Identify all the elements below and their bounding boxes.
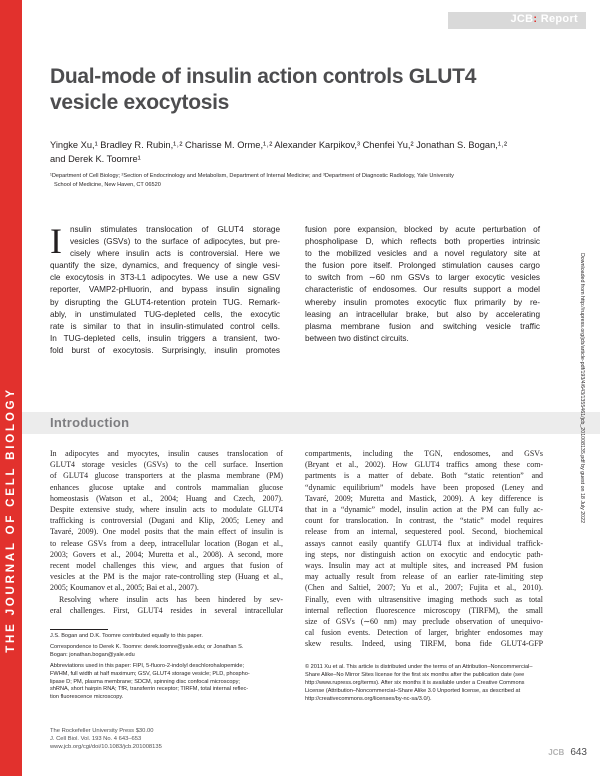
download-watermark: Downloaded from http://rupress.org/jcb/article-pdf/193/4/643/1355461/jcb_201008135.pdf by guest on 18 July 2022 xyxy=(579,252,585,524)
body-line: internal reflection fluorescence microscopy (TIRFM), the small xyxy=(305,605,543,615)
abstract-line: In TUG-depleted cells, insulin triggers a transient, two- xyxy=(50,333,280,343)
body-line: enhances glucose uptake and controls mammalian glucose xyxy=(50,482,283,492)
body-line: Despite extensive study, where insulin acts to modulate GLUT4 xyxy=(50,505,283,515)
abstract-line: nsulin stimulates translocation of GLUT4 storage xyxy=(70,225,280,234)
abstract-line: characteristic of endosomes. Our results support a model xyxy=(305,285,540,295)
body-line: (Bryant et al., 2002). How GLUT4 traffics among these com- xyxy=(305,460,543,470)
body-line: may actually result from release of an earlier rate-limiting step xyxy=(305,572,543,582)
abstract-line: phospholipase D, which reflects both properties intrinsic xyxy=(305,237,540,247)
page-folio xyxy=(548,742,587,760)
footnote-line: FWHM, full width at half maximum; GSV, GLUT4 storage vesicle; PLD, phospho- xyxy=(50,670,250,677)
body-line: ing steps, nor distinguish action on exocytic and endocytic path- xyxy=(305,549,543,559)
body-line: 2005; Koumanov et al., 2005; Bai et al., 2007). xyxy=(50,583,199,593)
footnotes xyxy=(50,629,283,705)
footnote-line: J.S. Bogan and D.K. Toomre contributed equally to this paper. xyxy=(50,633,203,639)
body-line: Resolving where insulin acts has been hindered by sev- xyxy=(59,594,283,604)
page-number: 643 xyxy=(570,747,587,758)
footnote-rule xyxy=(50,629,108,630)
body-line: partments is a matter of debate. Both “static retention” and xyxy=(305,471,543,481)
publisher-line: J. Cell Biol. Vol. 193 No. 4 643–653 xyxy=(50,736,142,743)
body-line: to release GSVs from a deep, intracellular location (Bogan et al., xyxy=(50,538,283,548)
license-note xyxy=(305,664,543,704)
authors-line: and Derek K. Toomre¹ xyxy=(50,154,141,164)
body-line: of GLUT4 glucose transporters at the plasma membrane (PM) xyxy=(50,471,283,481)
body-line: that in a “dynamic” model, insulin action at the PM can fully ac- xyxy=(305,505,543,515)
article-title xyxy=(50,64,480,116)
body-line: eral challenges. First, GLUT4 resides in several intracellular xyxy=(50,605,283,615)
body-line: size of GSVs (∼60 nm) may preclude observation of unequivo- xyxy=(305,617,543,627)
authors-line: Yingke Xu,¹ Bradley R. Rubin,¹˒² Charisse M. Orme,¹˒² Alexander Karpikov,³ Chenfei Yu,² Jonathan S. Bogan,¹˒² xyxy=(50,140,508,150)
body-line: vesicles at the PM is the major rate-controlling step (Huang et al., xyxy=(50,572,283,582)
body-line: release from an internal, sequestered pool. Second, biochemical xyxy=(305,527,543,537)
body-line: 2003; Govers et al., 2004; Muretta et al., 2008). A second, more xyxy=(50,549,283,559)
abstract-line: between two distinct circuits. xyxy=(305,333,409,343)
title-line: vesicle exocytosis xyxy=(50,91,230,114)
abstract-line: to switch from ∼60 nm GSVs to larger exocytic vesicles xyxy=(305,273,540,283)
footnote-line: shRNA, short hairpin RNA; TfR, transferrin receptor; TIRFM, total internal reflec- xyxy=(50,686,249,693)
body-right-column xyxy=(305,448,543,650)
license-line: http://creativecommons.org/licenses/by-nc-sa/3.0/). xyxy=(305,695,432,702)
body-line: assays cannot easily quantify GLUT4 flux at individual traffick- xyxy=(305,538,543,548)
folio-brand: JCB xyxy=(548,748,565,757)
footnote-line: Bogan: jonathan.bogan@yale.edu xyxy=(50,651,135,658)
body-line: (Chen and Saltiel, 2007; Yu et al., 2007; Fujita et al., 2010). xyxy=(305,583,543,593)
body-line: Tavaré, 2009; Muretta and Mastick, 2009). A key difference is xyxy=(305,493,543,503)
body-line: skew results. Indeed, using TIRFM, bona fide GLUT4-GFP xyxy=(305,639,543,649)
section-label xyxy=(511,13,578,25)
abstract-line: the fusion pore itself. Prolonged stimulation causes cargo xyxy=(305,261,540,271)
author-list xyxy=(50,138,550,166)
journal-side-band xyxy=(0,0,22,776)
section-heading-introduction: Introduction xyxy=(50,415,130,430)
abstract-line: fold burst of exocytosis. Surprisingly, insulin promotes xyxy=(50,345,280,355)
affiliation-line: ¹Department of Cell Biology; ²Section of Endocrinology and Metabolism, Department of Internal Medicine; and ³Department of Diagnostic Radiology, Yale University xyxy=(50,173,454,179)
body-line: Finally, even with ultrasensitive imaging methods such as total xyxy=(305,594,543,604)
abstract-right-column xyxy=(305,224,540,345)
abstract-line: plasma membrane fusion and switching vesicle traffic xyxy=(305,321,540,331)
body-line: homeostasis (Watson et al., 2004; Huang and Czech, 2007). xyxy=(50,493,283,503)
header-brand: JCB xyxy=(510,13,534,25)
correspondence-note xyxy=(50,644,283,660)
affiliation-line: School of Medicine, New Haven, CT 06520 xyxy=(54,181,161,188)
title-line: Dual-mode of insulin action controls GLUT4 xyxy=(50,65,477,88)
abstract-line: cisely where insulin acts is controversial. Here we xyxy=(70,249,280,259)
abstract-left-column xyxy=(50,221,280,357)
body-line: Tavaré, 2009). One model posits that the main effect of insulin is xyxy=(50,527,283,537)
license-line: http://www.rupress.org/terms). After six months it is available under a Creative Commons xyxy=(305,679,525,686)
body-line: recent model challenges this view, and argues that fusion of xyxy=(50,561,283,571)
license-line: © 2011 Xu et al. This article is distributed under the terms of an Attribution–Noncommercial– xyxy=(305,664,533,670)
abstract-line: by disrupting the GLUT4-retention protein TUG. Remark- xyxy=(50,297,280,307)
abstract-line: quantify the size, dynamics, and frequency of single vesi- xyxy=(50,261,280,271)
header-section: Report xyxy=(540,13,578,25)
abstract-line: whereby insulin promotes exocytic flux primarily by re- xyxy=(305,297,540,307)
abstract-line: reporter, VAMP2-pHluorin, and bypass insulin signaling xyxy=(50,285,280,295)
body-line: count for translocation. In contrast, the “static” model requires xyxy=(305,516,543,526)
section-header-tab xyxy=(448,12,586,29)
abbreviations-note xyxy=(50,663,283,703)
body-line: In adipocytes and myocytes, insulin causes translocation of xyxy=(50,449,283,458)
footnote-line: Correspondence to Derek K. Toomre: derek.toomre@yale.edu; or Jonathan S. xyxy=(50,643,244,650)
license-line: License (Attribution–Noncommercial–Share Alike 3.0 Unported license, as described at xyxy=(305,687,521,694)
abstract-line: leasing an intracellular brake, but also by accelerating xyxy=(305,309,540,319)
body-left-column xyxy=(50,448,283,616)
body-line: trafficking is controversial (Dugani and Klip, 2005; Leney and xyxy=(50,516,283,526)
publisher-info xyxy=(50,727,162,752)
journal-name: THE JOURNAL OF CELL BIOLOGY xyxy=(5,387,17,653)
publisher-line: The Rockefeller University Press $30.00 xyxy=(50,728,154,734)
abstract-line: ably, in unstimulated TUG-depleted cells, the exocytic xyxy=(50,309,280,319)
abstract-line: fusion pore expansion, blocked by acute perturbation of xyxy=(305,225,540,234)
license-line: Share Alike–No Mirror Sites license for the first six months after the publication date (see xyxy=(305,671,525,678)
footnote-line: tion fluorescence microscopy. xyxy=(50,694,124,701)
publisher-doi[interactable]: www.jcb.org/cgi/doi/10.1083/jcb.201008135 xyxy=(50,744,162,751)
header-separator: : xyxy=(533,13,538,25)
footnote-line: lipase D; PM, plasma membrane; SDCM, spinning disc confocal microscopy; xyxy=(50,678,240,685)
abstract-dropcap: I xyxy=(50,221,62,261)
body-line: GLUT4 storage vesicles (GSVs) to the cell surface. Insertion xyxy=(50,460,283,470)
footnote-line: Abbreviations used in this paper: FIPI, 5-fluoro-2-indolyl deschlorohalopemide; xyxy=(50,662,245,669)
body-line: cal fusion events. Detection of larger, brighter endosomes may xyxy=(305,628,543,638)
abstract-line: rate is similar to that in insulin-stimulated control cells. xyxy=(50,321,280,331)
abstract-line: cle exocytosis in 3T3-L1 adipocytes. We use a new GSV xyxy=(50,273,280,283)
body-line: compartments, including the TGN, endosomes, and GSVs xyxy=(305,449,543,458)
body-line: ways. Insulin may act at multiple sites, and increased PM fusion xyxy=(305,561,543,571)
body-line: “dynamic equilibrium” models have been proposed (Leney and xyxy=(305,482,543,492)
equal-contribution-note xyxy=(50,633,283,641)
abstract-line: vesicles (GSVs) to the surface of adipocytes, but pre- xyxy=(70,237,280,247)
affiliations xyxy=(50,172,580,189)
abstract-line: to the mobilized vesicles and a novel regulatory site at xyxy=(305,249,540,259)
